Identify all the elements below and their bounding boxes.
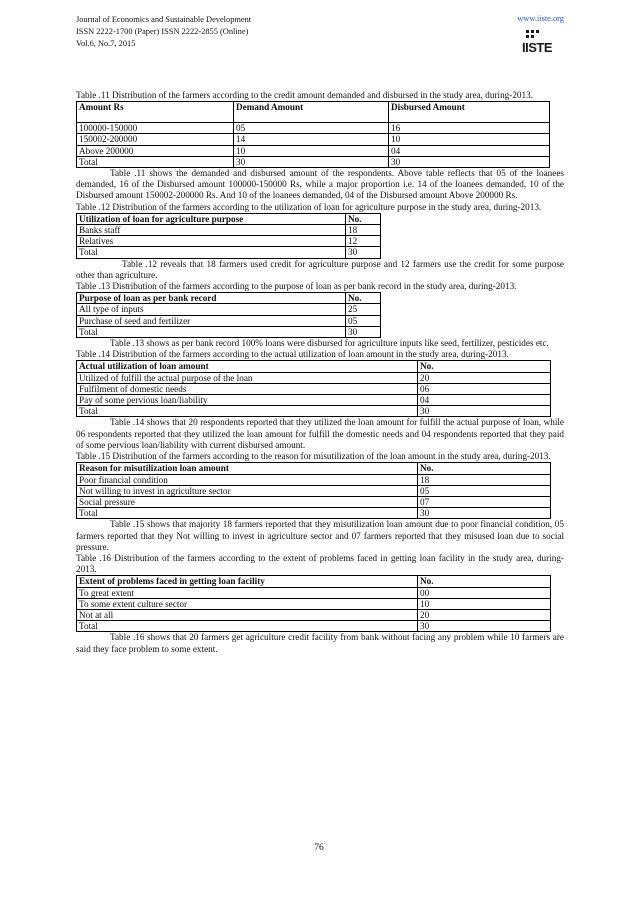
table-cell: 20 <box>418 609 551 620</box>
table-cell: Social pressure <box>77 496 418 507</box>
page-header <box>76 14 564 76</box>
table-cell: Total <box>77 406 418 417</box>
table-row <box>77 395 551 406</box>
table-cell: 30 <box>234 156 389 167</box>
table-header-cell: Amount Rs <box>77 102 234 123</box>
table-cell: 12 <box>346 236 381 247</box>
table-11-text: Table .11 shows the demanded and disbursed amount of the respondents. Above table reflects that 05 of the loanees demanded, 16 of the Disbursed amount 100000-150000 Rs, while a major proportion i.e. 14 of the loanees demanded, 10 of the Disbursed amount 150002-200000 Rs. And 10 of the loanees demanded, 04 of the Disbursed amount Above 200000 Rs. <box>76 168 564 201</box>
table-row <box>77 598 551 609</box>
issn-line: ISSN 2222-1700 (Paper) ISSN 2222-2855 (Online) <box>76 27 249 36</box>
table-header-cell: Reason for misutilization loan amount <box>77 463 418 474</box>
table-cell: 10 <box>389 134 550 145</box>
table-cell: Total <box>77 326 346 337</box>
table-row <box>77 621 551 632</box>
table-row <box>77 326 381 337</box>
table-11-caption: Table .11 Distribution of the farmers according to the credit amount demanded and disbursed in the study area, during-2013. <box>76 90 533 100</box>
table-13-text: Table .13 shows as per bank record 100% loans were disbursed for agriculture inputs like seed, fertilizer, pesticides etc. <box>110 338 549 349</box>
journal-title: Journal of Economics and Sustainable Development <box>76 15 252 24</box>
table-15-text: Table .15 shows that majority 18 farmers reported that they misutilization loan amount due to poor financial condition, 05 farmers reported that they Not willing to invest in agriculture sector and 07 farmers reported that they misused loan due to social pressure. <box>76 519 564 552</box>
table-14-caption: Table .14 Distribution of the farmers according to the actual utilization of loan amount in the study area, during-2013. <box>76 349 509 360</box>
table-15 <box>76 462 551 519</box>
table-row <box>77 508 551 519</box>
table-cell: Pay of some pervious loan/liability <box>77 395 418 406</box>
table-cell: 100000-150000 <box>77 123 234 134</box>
table-cell: 04 <box>389 145 550 156</box>
table-cell: Poor financial condition <box>77 474 418 485</box>
table-11 <box>76 101 550 168</box>
table-cell: 30 <box>346 326 381 337</box>
table-13-caption: Table .13 Distribution of the farmers according to the purpose of loan as per bank record in the study area, during-2013. <box>76 281 517 292</box>
table-cell: 30 <box>418 406 551 417</box>
table-cell: Fulfilment of domestic needs <box>77 383 418 394</box>
table-cell: Purchase of seed and fertilizer <box>77 315 346 326</box>
table-cell: Above 200000 <box>77 145 234 156</box>
table-cell: Total <box>77 156 234 167</box>
table-header-row <box>77 213 381 224</box>
table-12-text: Table .12 reveals that 18 farmers used credit for agriculture purpose and 12 farmers use the credit for some purpose other than agriculture. <box>76 258 564 280</box>
table-cell: 14 <box>234 134 389 145</box>
table-header-cell: Extent of problems faced in getting loan facility <box>77 576 418 587</box>
table-cell: Relatives <box>77 236 346 247</box>
table-cell: 10 <box>234 145 389 156</box>
table-header-cell: No. <box>418 463 551 474</box>
table-cell: 16 <box>389 123 550 134</box>
page-number: 76 <box>314 842 324 853</box>
iiste-logo <box>522 30 556 58</box>
table-row <box>77 247 381 258</box>
table-14 <box>76 360 551 417</box>
table-row <box>77 315 381 326</box>
table-13 <box>76 292 381 338</box>
table-cell: Total <box>77 621 418 632</box>
table-cell: 30 <box>346 247 381 258</box>
table-header-cell: Utilization of loan for agriculture purpose <box>77 213 346 224</box>
table-cell: Total <box>77 247 346 258</box>
table-row <box>77 496 551 507</box>
table-row <box>77 609 551 620</box>
table-cell: Utilized of fulfill the actual purpose of the loan <box>77 372 418 383</box>
table-cell: To great extent <box>77 587 418 598</box>
table-cell: 30 <box>418 508 551 519</box>
table-cell: 20 <box>418 372 551 383</box>
table-header-cell: Demand Amount <box>234 102 389 123</box>
table-12-caption: Table .12 Distribution of the farmers according to the utilization of loan for agriculture purpose in the study area, during-2013. <box>76 201 542 212</box>
table-header-row <box>77 576 551 587</box>
table-cell: 05 <box>346 315 381 326</box>
table-cell: 05 <box>418 485 551 496</box>
table-row <box>77 236 381 247</box>
table-cell: To some extent culture sector <box>77 598 418 609</box>
volume-line: Vol.6, No.7, 2015 <box>76 39 136 48</box>
table-cell: 30 <box>418 621 551 632</box>
table-cell: 30 <box>389 156 550 167</box>
table-16-caption: Table .16 Distribution of the farmers according to the extent of problems faced in getting loan facility in the study area, during-2013. <box>76 552 564 575</box>
table-cell: All type of inputs <box>77 304 346 315</box>
table-16 <box>76 575 551 632</box>
table-row <box>77 383 551 394</box>
table-cell: 150002-200000 <box>77 134 234 145</box>
table-row <box>77 372 551 383</box>
table-14-text: Table .14 shows that 20 respondents reported that they utilized the loan amount for fulfill the actual purpose of loan, while 06 respondents reported that they utilized the loan amount for fulfill the domestic needs and 04 respondents reported that they paid of some pervious loan/liability with current disbursed amount. <box>76 417 564 450</box>
article-body <box>76 90 564 655</box>
table-header-cell: No. <box>418 361 551 372</box>
table-header-cell: Disbursed Amount <box>389 102 550 123</box>
table-cell: 18 <box>346 225 381 236</box>
logo-text: IISTE <box>522 40 553 55</box>
table-row <box>77 145 550 156</box>
table-cell: 10 <box>418 598 551 609</box>
table-header-cell: Purpose of loan as per bank record <box>77 293 346 304</box>
table-cell: 04 <box>418 395 551 406</box>
table-row <box>77 406 551 417</box>
table-cell: 06 <box>418 383 551 394</box>
table-header-cell: Actual utilization of loan amount <box>77 361 418 372</box>
table-header-cell: No. <box>346 213 381 224</box>
table-cell: Total <box>77 508 418 519</box>
table-cell: Not at all <box>77 609 418 620</box>
table-row <box>77 123 550 134</box>
table-15-caption: Table .15 Distribution of the farmers according to the reason for misutilization of the loan amount in the study area, during-2013. <box>76 451 551 462</box>
table-row <box>77 304 381 315</box>
table-cell: 25 <box>346 304 381 315</box>
table-16-text: Table .16 shows that 20 farmers get agriculture credit facility from bank without facing any problem while 10 farmers are said they face problem to some extent. <box>76 632 564 654</box>
table-cell: Not willing to invest in agriculture sector <box>77 485 418 496</box>
table-row <box>77 474 551 485</box>
table-header-row <box>77 293 381 304</box>
table-header-row <box>77 463 551 474</box>
table-cell: 00 <box>418 587 551 598</box>
table-cell: 18 <box>418 474 551 485</box>
table-header-row <box>77 361 551 372</box>
table-row <box>77 225 381 236</box>
table-12 <box>76 213 381 259</box>
table-cell: 07 <box>418 496 551 507</box>
journal-url-link[interactable]: www.iiste.org <box>517 14 564 23</box>
table-row <box>77 156 550 167</box>
table-row <box>77 134 550 145</box>
table-header-cell: No. <box>418 576 551 587</box>
table-cell: 05 <box>234 123 389 134</box>
table-header-row <box>77 102 550 123</box>
table-cell: Banks staff <box>77 225 346 236</box>
table-header-cell: No. <box>346 293 381 304</box>
table-row <box>77 485 551 496</box>
table-row <box>77 587 551 598</box>
